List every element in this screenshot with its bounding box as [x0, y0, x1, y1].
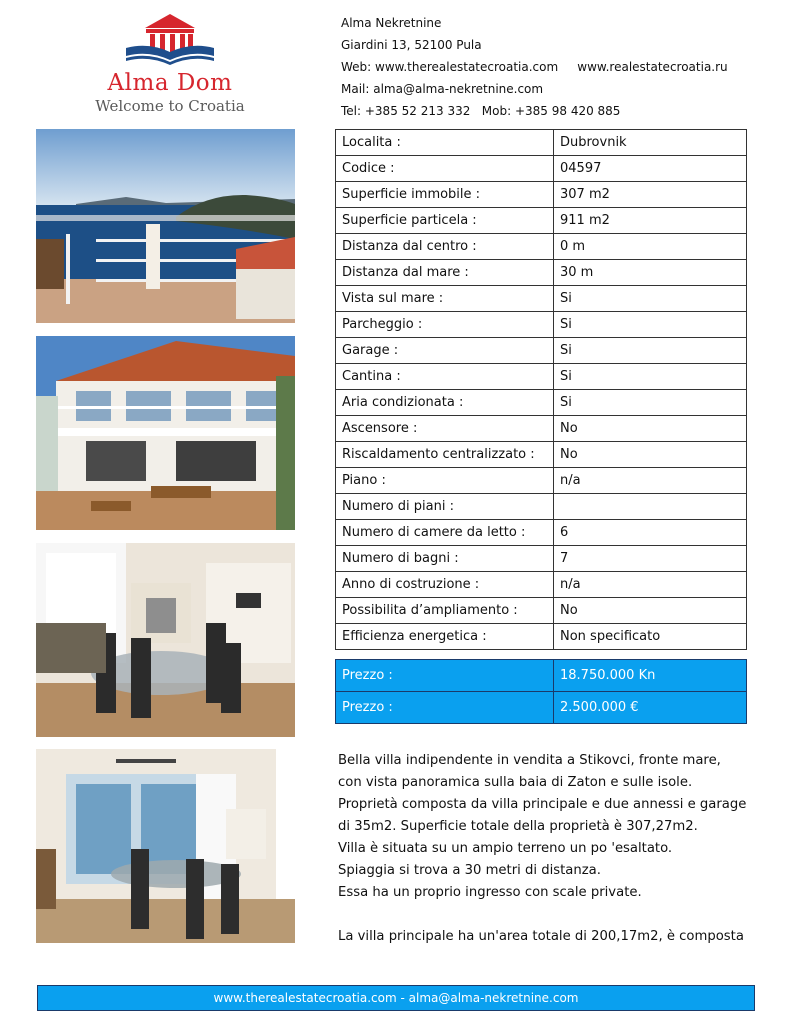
- description-paragraph: Proprietà composta da villa principale e due annessi e garage di 35m2. Superficie totale della proprietà è 307,27m2.: [338, 797, 747, 834]
- spec-row: [336, 442, 747, 468]
- spec-row: [336, 260, 747, 286]
- description-paragraph: Bella villa indipendente in vendita a Stikovci, fronte mare, con vista panoramica sulla baia di Zaton e sulle isole.: [338, 753, 721, 790]
- photo-villa-exterior: [36, 336, 295, 530]
- spec-label: Anno di costruzione :: [336, 572, 554, 598]
- spec-row: [336, 182, 747, 208]
- company-web[interactable]: Web: www.therealestatecroatia.com www.realestatecroatia.ru: [341, 60, 728, 74]
- contact-info: [341, 12, 728, 122]
- spec-label: Garage :: [336, 338, 554, 364]
- spec-label: Aria condizionata :: [336, 390, 554, 416]
- price-row: [336, 660, 747, 692]
- spec-value: No: [554, 416, 747, 442]
- spec-value: Si: [554, 312, 747, 338]
- spec-row: [336, 156, 747, 182]
- spec-label: Cantina :: [336, 364, 554, 390]
- spec-value: No: [554, 598, 747, 624]
- price-value: 2.500.000 €: [554, 692, 747, 724]
- spec-row: [336, 494, 747, 520]
- spec-row: [336, 208, 747, 234]
- spec-label: Efficienza energetica :: [336, 624, 554, 650]
- spec-value: 0 m: [554, 234, 747, 260]
- brand-tagline: Welcome to Croatia: [95, 97, 245, 115]
- spec-value: Si: [554, 338, 747, 364]
- spec-label: Localita :: [336, 130, 554, 156]
- price-value: 18.750.000 Kn: [554, 660, 747, 692]
- spec-row: [336, 130, 747, 156]
- price-label: Prezzo :: [336, 660, 554, 692]
- spec-value: Dubrovnik: [554, 130, 747, 156]
- brand-name: Alma Dom: [107, 70, 233, 96]
- spec-row: [336, 546, 747, 572]
- spec-value: Si: [554, 364, 747, 390]
- spec-value: Non specificato: [554, 624, 747, 650]
- spec-label: Codice :: [336, 156, 554, 182]
- spec-label: Vista sul mare :: [336, 286, 554, 312]
- spec-row: [336, 468, 747, 494]
- company-phone: Tel: +385 52 213 332 Mob: +385 98 420 885: [341, 104, 621, 118]
- spec-row: [336, 598, 747, 624]
- spec-row: [336, 312, 747, 338]
- spec-label: Distanza dal mare :: [336, 260, 554, 286]
- price-label: Prezzo :: [336, 692, 554, 724]
- spec-value: n/a: [554, 468, 747, 494]
- photo-sea-terrace: [36, 129, 295, 323]
- company-mail[interactable]: Mail: alma@alma-nekretnine.com: [341, 82, 544, 96]
- description-paragraph: Villa è situata su un ampio terreno un po 'esaltato.: [338, 841, 673, 856]
- property-description: [338, 750, 748, 948]
- spec-value: n/a: [554, 572, 747, 598]
- spec-value: 911 m2: [554, 208, 747, 234]
- photo-living-area: [36, 749, 295, 943]
- spec-label: Ascensore :: [336, 416, 554, 442]
- spec-value: 7: [554, 546, 747, 572]
- spec-value: Si: [554, 286, 747, 312]
- spec-value: 307 m2: [554, 182, 747, 208]
- spec-label: Numero di camere da letto :: [336, 520, 554, 546]
- photo-dining-room: [36, 543, 295, 737]
- description-paragraph: [338, 904, 748, 926]
- temple-book-icon: [80, 12, 260, 72]
- spec-row: [336, 416, 747, 442]
- description-paragraph: La villa principale ha un'area totale di 200,17m2, è composta: [338, 929, 744, 944]
- spec-value: [554, 494, 747, 520]
- spec-row: [336, 364, 747, 390]
- spec-label: Superficie particela :: [336, 208, 554, 234]
- footer-bar: www.therealestatecroatia.com - alma@alma-nekretnine.com: [37, 985, 755, 1011]
- spec-value: 6: [554, 520, 747, 546]
- spec-label: Parcheggio :: [336, 312, 554, 338]
- spec-value: 30 m: [554, 260, 747, 286]
- spec-label: Numero di bagni :: [336, 546, 554, 572]
- spec-label: Riscaldamento centralizzato :: [336, 442, 554, 468]
- spec-label: Numero di piani :: [336, 494, 554, 520]
- spec-label: Distanza dal centro :: [336, 234, 554, 260]
- spec-row: [336, 286, 747, 312]
- spec-row: [336, 520, 747, 546]
- description-paragraph: Essa ha un proprio ingresso con scale private.: [338, 885, 642, 900]
- spec-row: [336, 624, 747, 650]
- spec-label: Possibilita d’ampliamento :: [336, 598, 554, 624]
- price-row: [336, 692, 747, 724]
- description-paragraph: Spiaggia si trova a 30 metri di distanza.: [338, 863, 601, 878]
- spec-row: [336, 338, 747, 364]
- spec-value: No: [554, 442, 747, 468]
- company-name: Alma Nekretnine: [341, 16, 442, 30]
- spec-value: Si: [554, 390, 747, 416]
- property-specs-table: [335, 129, 747, 650]
- spec-row: [336, 572, 747, 598]
- spec-row: [336, 234, 747, 260]
- spec-value: 04597: [554, 156, 747, 182]
- spec-label: Superficie immobile :: [336, 182, 554, 208]
- price-table: [335, 659, 747, 724]
- spec-row: [336, 390, 747, 416]
- spec-label: Piano :: [336, 468, 554, 494]
- company-address: Giardini 13, 52100 Pula: [341, 38, 482, 52]
